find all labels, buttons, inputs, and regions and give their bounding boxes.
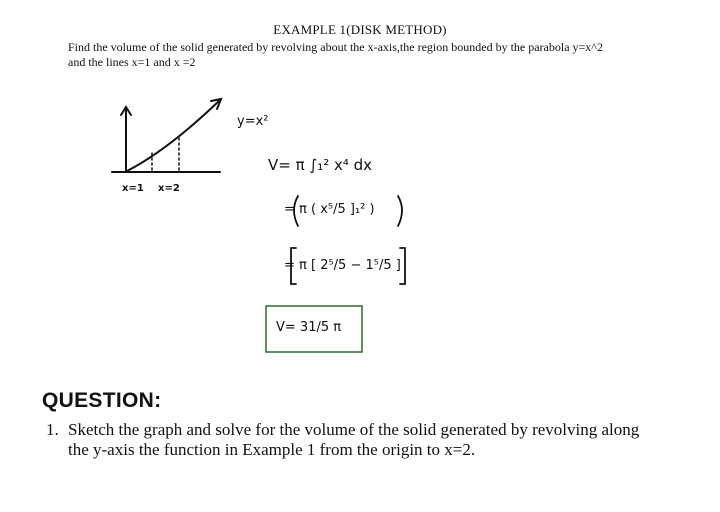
- example-title: EXAMPLE 1(DISK METHOD): [273, 22, 447, 37]
- question-heading: QUESTION:: [42, 389, 162, 412]
- parabola-sketch: [112, 99, 221, 172]
- x1-label: x=1: [122, 183, 144, 194]
- problem-line-1: Find the volume of the solid generated by revolving about the x-axis,the region bounded by the parabola y=x^2: [68, 40, 603, 54]
- question-number: 1.: [46, 420, 59, 439]
- step2-right-paren: [398, 196, 402, 226]
- integral-setup: V= π ∫₁² x⁴ dx: [268, 156, 373, 174]
- evaluation-step: = π [ 2⁵/5 − 1⁵/5 ]: [284, 258, 401, 273]
- question-item: [46, 420, 646, 460]
- parabola-curve: [127, 100, 220, 171]
- curve-label: y=x²: [237, 114, 269, 129]
- x2-label: x=2: [158, 183, 180, 194]
- volume-answer: V= 31/5 π: [276, 320, 342, 335]
- antiderivative-step: = π ( x⁵/5 ]₁² ): [284, 202, 375, 217]
- problem-line-2: and the lines x=1 and x =2: [68, 55, 196, 69]
- question-body: Sketch the graph and solve for the volume of the solid generated by revolving along the y-axis the function in Example 1 from the origin to x=2.: [68, 420, 640, 459]
